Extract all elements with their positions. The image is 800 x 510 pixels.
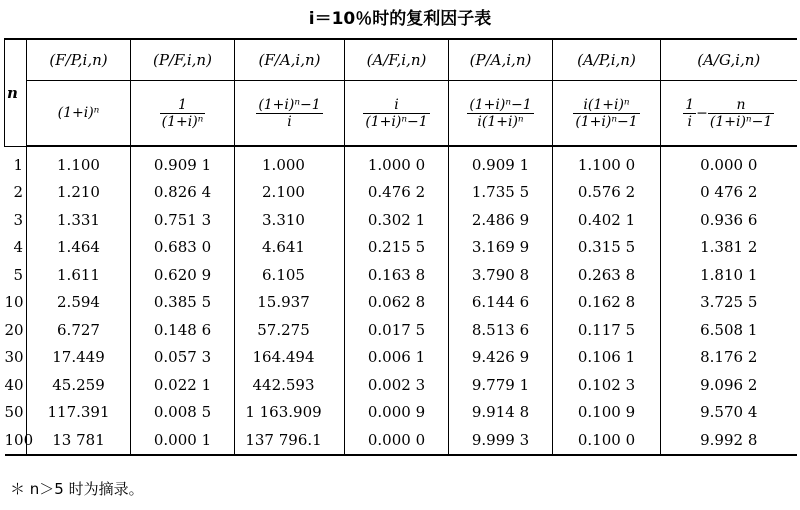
value-cell: 0.215 5 [345, 234, 449, 262]
n-cell: 5 [13, 265, 23, 284]
value-cell: 0.000 0 [661, 146, 797, 179]
denominator: (1+i)ⁿ [161, 113, 204, 130]
value-cell: 1 163.909 [235, 399, 345, 427]
value-cell: 0.751 3 [131, 206, 235, 234]
fraction [256, 97, 322, 130]
value-cell: 0.576 2 [553, 179, 661, 207]
value-cell: 1.464 [27, 234, 131, 262]
denominator: i(1+i)ⁿ [467, 113, 533, 130]
table-row [5, 179, 797, 207]
value-cell: 0.315 5 [553, 234, 661, 262]
value-cell: 9.999 3 [449, 426, 553, 455]
value-cell: 2.486 9 [449, 206, 553, 234]
table-row [5, 426, 797, 455]
table-row [5, 206, 797, 234]
value-cell: 164.494 [235, 344, 345, 372]
col-header-fp: (F/P,i,n) [27, 39, 131, 81]
compound-interest-factor-table [4, 38, 797, 456]
value-cell: 8.176 2 [661, 344, 797, 372]
value-cell: 0.117 5 [553, 316, 661, 344]
n-cell: 40 [4, 375, 24, 394]
value-cell: 0.148 6 [131, 316, 235, 344]
value-cell: 0.302 1 [345, 206, 449, 234]
denominator: (1+i)ⁿ−1 [709, 113, 773, 130]
fraction [683, 97, 696, 130]
n-cell: 100 [5, 426, 27, 455]
value-cell: 6.105 [235, 261, 345, 289]
value-cell: 1.000 0 [345, 146, 449, 179]
table-row [5, 261, 797, 289]
value-cell: 0.162 8 [553, 289, 661, 317]
denominator: i [256, 113, 322, 130]
value-cell: 9.779 1 [449, 371, 553, 399]
value-cell: 0.102 3 [553, 371, 661, 399]
value-cell: 1.810 1 [661, 261, 797, 289]
value-cell: 1.100 [27, 146, 131, 179]
numerator: 1 [178, 96, 187, 113]
numerator: 1 [685, 96, 695, 113]
value-cell: 0.683 0 [131, 234, 235, 262]
col-header-af: (A/F,i,n) [345, 39, 449, 81]
value-cell: 1.210 [27, 179, 131, 207]
value-cell: 0.057 3 [131, 344, 235, 372]
col-header-pa: (P/A,i,n) [449, 39, 553, 81]
value-cell: 6.508 1 [661, 316, 797, 344]
value-cell: 9.570 4 [661, 399, 797, 427]
fraction [467, 97, 533, 130]
value-cell: 0.476 2 [345, 179, 449, 207]
value-cell: 8.513 6 [449, 316, 553, 344]
denominator: i [683, 113, 696, 130]
value-cell: 9.914 8 [449, 399, 553, 427]
numerator: i(1+i)ⁿ [583, 96, 630, 113]
col-header-pf: (P/F,i,n) [131, 39, 235, 81]
value-cell: 9.426 9 [449, 344, 553, 372]
value-cell: 15.937 [235, 289, 345, 317]
fraction [573, 97, 639, 130]
value-cell: 1.735 5 [449, 179, 553, 207]
formula-ap [553, 81, 661, 147]
value-cell: 3.169 9 [449, 234, 553, 262]
value-cell: 9.992 8 [661, 426, 797, 455]
formula-ag [661, 81, 797, 147]
n-cell: 10 [4, 293, 24, 312]
formula-fa [235, 81, 345, 147]
denominator: (1+i)ⁿ−1 [365, 113, 428, 130]
formula-pf [131, 81, 235, 147]
value-cell: 0.006 1 [345, 344, 449, 372]
table-row [5, 316, 797, 344]
value-cell: 0.000 9 [345, 399, 449, 427]
value-cell: 2.594 [27, 289, 131, 317]
numerator: (1+i)ⁿ−1 [258, 96, 321, 113]
value-cell: 0.002 3 [345, 371, 449, 399]
value-cell: 0.909 1 [131, 146, 235, 179]
value-cell: 3.310 [235, 206, 345, 234]
table-row [5, 344, 797, 372]
value-cell: 3.725 5 [661, 289, 797, 317]
value-cell: 0.062 8 [345, 289, 449, 317]
fraction [363, 97, 429, 130]
value-cell: 6.144 6 [449, 289, 553, 317]
value-cell: 1.381 2 [661, 234, 797, 262]
value-cell: 0.100 9 [553, 399, 661, 427]
value-cell: 0.909 1 [449, 146, 553, 179]
table-row [5, 399, 797, 427]
fraction [160, 97, 206, 130]
value-cell: 0.620 9 [131, 261, 235, 289]
n-cell: 4 [13, 238, 23, 257]
formula-pa [449, 81, 553, 147]
value-cell: 2.100 [235, 179, 345, 207]
value-cell: 3.790 8 [449, 261, 553, 289]
col-header-ap: (A/P,i,n) [553, 39, 661, 81]
denominator: (1+i)ⁿ−1 [575, 113, 638, 130]
value-cell: 57.275 [235, 316, 345, 344]
page-title: i＝10％时的复利因子表 [308, 9, 492, 29]
value-cell: 1.331 [27, 206, 131, 234]
value-cell: 1.100 0 [553, 146, 661, 179]
value-cell: 1.611 [27, 261, 131, 289]
value-cell: 0.008 5 [131, 399, 235, 427]
footnote: ＊ n＞5 时为摘录。 [10, 480, 144, 498]
numerator: (1+i)ⁿ−1 [469, 96, 532, 113]
value-cell: 0.022 1 [131, 371, 235, 399]
fraction [708, 97, 774, 130]
formula-af [345, 81, 449, 147]
n-cell: 2 [13, 183, 23, 202]
value-cell: 0.000 1 [131, 426, 235, 455]
value-cell: 0.000 0 [345, 426, 449, 455]
value-cell: 0.826 4 [131, 179, 235, 207]
value-cell: 1.000 [235, 146, 345, 179]
value-cell: 17.449 [27, 344, 131, 372]
numerator: i [394, 96, 399, 113]
value-cell: 117.391 [27, 399, 131, 427]
n-cell: 30 [4, 348, 24, 367]
value-cell: 0.402 1 [553, 206, 661, 234]
header-row-notation [5, 39, 797, 81]
value-cell: 0.106 1 [553, 344, 661, 372]
table-row [5, 146, 797, 179]
n-cell: 50 [4, 403, 24, 422]
n-column-header: n [5, 39, 27, 146]
formula-fp [27, 81, 131, 147]
value-cell: 0.163 8 [345, 261, 449, 289]
header-row-formula [5, 81, 797, 147]
value-cell: 137 796.1 [235, 426, 345, 455]
table-row [5, 289, 797, 317]
value-cell: 0.936 6 [661, 206, 797, 234]
n-cell: 3 [13, 210, 23, 229]
value-cell: 0 476 2 [661, 179, 797, 207]
value-cell: 442.593 [235, 371, 345, 399]
table-row [5, 371, 797, 399]
minus-sign: − [696, 105, 708, 121]
n-cell: 1 [13, 155, 23, 174]
formula-fp-text: (1+i)ⁿ [57, 105, 100, 121]
value-cell: 13 781 [27, 426, 131, 455]
col-header-fa: (F/A,i,n) [235, 39, 345, 81]
value-cell: 6.727 [27, 316, 131, 344]
value-cell: 0.385 5 [131, 289, 235, 317]
value-cell: 45.259 [27, 371, 131, 399]
col-header-ag: (A/G,i,n) [661, 39, 797, 81]
value-cell: 0.100 0 [553, 426, 661, 455]
table-row [5, 234, 797, 262]
numerator: n [736, 96, 746, 113]
value-cell: 4.641 [235, 234, 345, 262]
value-cell: 0.017 5 [345, 316, 449, 344]
n-cell: 20 [4, 320, 24, 339]
value-cell: 0.263 8 [553, 261, 661, 289]
value-cell: 9.096 2 [661, 371, 797, 399]
